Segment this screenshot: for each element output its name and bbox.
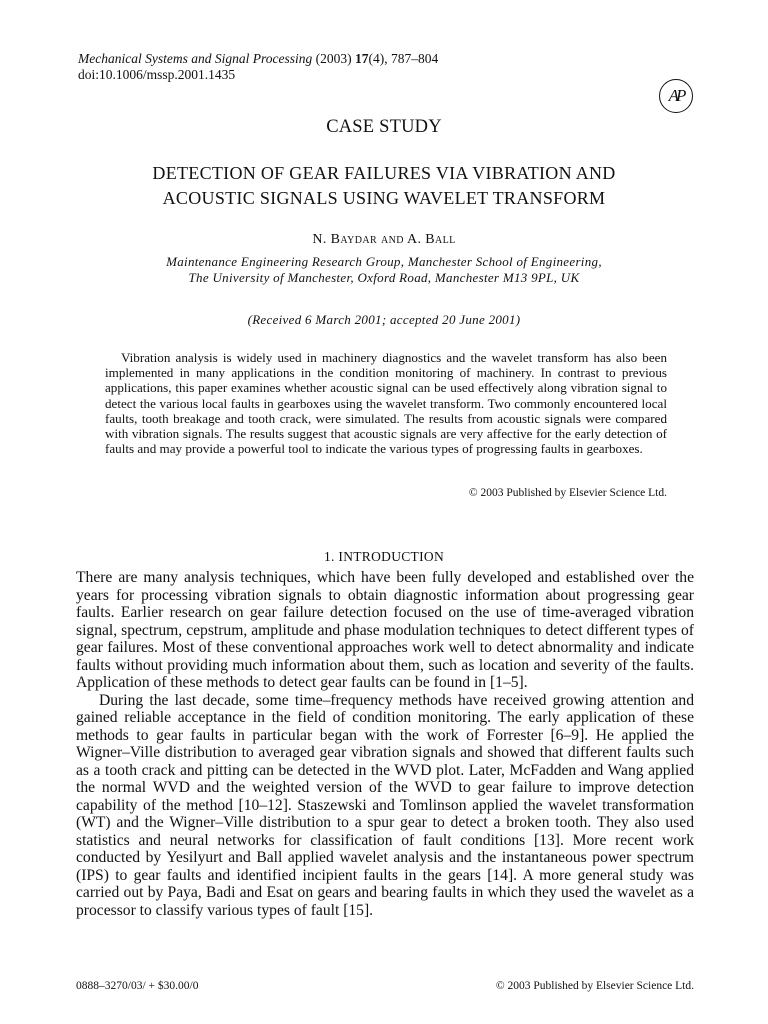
paper-title	[0, 161, 768, 211]
received-dates: (Received 6 March 2001; accepted 20 June 2001)	[247, 312, 521, 327]
abstract	[105, 350, 667, 456]
authors: N. Baydar and A. Ball	[312, 232, 456, 247]
affiliation	[0, 254, 768, 286]
affiliation-line: The University of Manchester, Oxford Road, Manchester M13 9PL, UK	[188, 270, 580, 285]
abstract-copyright: © 2003 Published by Elsevier Science Ltd.	[468, 487, 667, 499]
journal-issue: (4),	[368, 51, 388, 66]
section-heading: 1. INTRODUCTION	[324, 549, 444, 564]
journal-year: (2003)	[315, 51, 352, 66]
journal-pages: 787–804	[390, 51, 439, 66]
body-text	[76, 569, 694, 919]
case-study-label: CASE STUDY	[326, 117, 442, 137]
title-line: DETECTION OF GEAR FAILURES VIA VIBRATION AND	[152, 163, 616, 183]
footer-copyright: © 2003 Published by Elsevier Science Ltd.	[495, 980, 694, 992]
title-line: ACOUSTIC SIGNALS USING WAVELET TRANSFORM	[162, 188, 606, 208]
footer-code: 0888–3270/03/ + $30.00/0	[76, 980, 199, 992]
paragraph: During the last decade, some time–frequency methods have received growing attention and gained reliable acceptance in the field of condition monitoring. The early application of these methods to gear faults in particular began with the work of Forrester [6–9]. He applied the Wigner–Ville distribution to averaged gear vibration signals and showed that different faults such as a tooth crack and pitting can be detected in the WVD plot. Later, McFadden and Wang applied the normal WVD and the weighted version of the WVD to gear failure to improve detection capability of the method [10–12]. Staszewski and Tomlinson applied the wavelet transformation (WT) and the Wigner–Ville distribution to a spur gear to detect a broken tooth. They also used statistics and neural networks for classification of fault conditions [13]. More recent work conducted by Yesilyurt and Ball applied wavelet analysis and the instantaneous power spectrum (IPS) to gear faults and identified incipient faults in the gears [14]. A more general study was carried out by Paya, Badi and Esat on gears and bearing faults in which they used the wavelet as a processor to classify various types of fault [15].	[76, 691, 694, 919]
journal-citation	[78, 51, 438, 83]
journal-name: Mechanical Systems and Signal Processing	[78, 51, 313, 66]
abstract-text: Vibration analysis is widely used in machinery diagnostics and the wavelet transform has also been implemented in many applications in the condition monitoring of machinery. In contrast to previous applications, this paper examines whether acoustic signal can be used effectively along vibration signal to detect the various local faults in gearboxes using the wavelet transform. Two commonly encountered local faults, tooth breakage and tooth crack, were simulated. The results from acoustic signals were compared with vibration signals. The results suggest that acoustic signals are very affective for the early detection of faults and may provide a powerful tool to indicate the various types of progressing faults in gearboxes.	[105, 350, 667, 457]
publisher-logo: AP	[659, 79, 693, 113]
affiliation-line: Maintenance Engineering Research Group, Manchester School of Engineering,	[166, 254, 602, 269]
journal-volume: 17	[354, 51, 369, 66]
paragraph: There are many analysis techniques, which have been fully developed and established over the years for processing vibration signals to obtain diagnostic information about progressing gear faults. Earlier research on gear failure detection focused on the use of time-averaged vibration signal, spectrum, cepstrum, amplitude and phase modulation techniques to detect different types of gear failures. Most of these conventional approaches work well to detect abnormality and indicate faults without providing much information about them, such as location and severity of the faults. Application of these methods to detect gear faults can be found in [1–5].	[76, 569, 694, 691]
doi: doi:10.1006/mssp.2001.1435	[78, 67, 236, 82]
